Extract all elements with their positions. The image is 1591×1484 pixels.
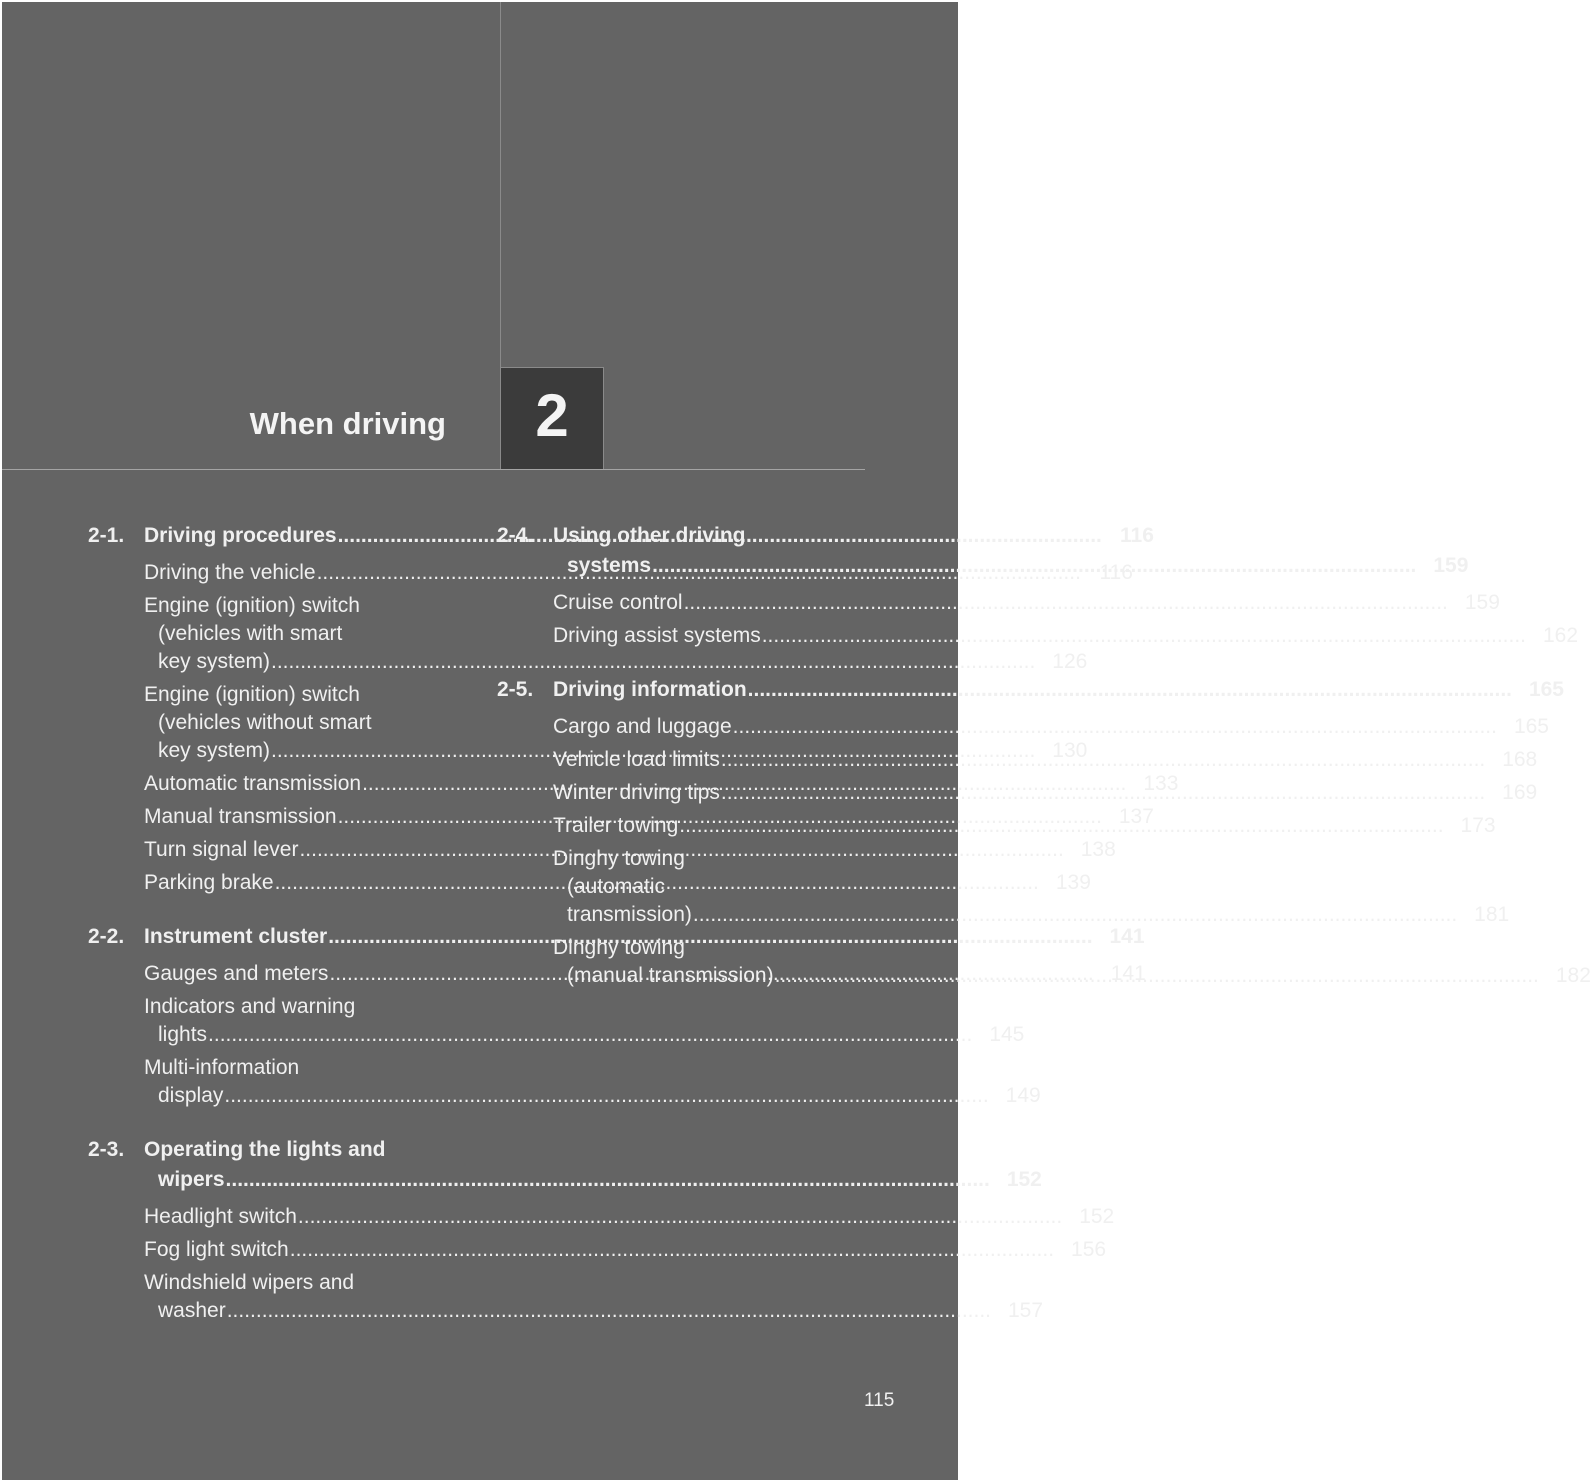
toc-page-number: 162 [1542,624,1579,647]
toc-entry-text: Trailer towing [553,814,679,837]
dot-leader [225,1165,990,1195]
toc-entry-line [144,1082,1041,1110]
toc-page-number: 145 [989,1023,1025,1046]
toc-entry-text: systems [567,554,652,577]
toc-entry-text: transmission) [567,903,692,926]
toc-entry-text: Manual transmission [144,805,337,828]
toc-entry-text: (vehicles without smart [158,711,372,734]
toc-page-number: 156 [1071,1238,1107,1261]
page-number: 115 [864,1390,895,1411]
dot-leader [761,622,1526,650]
dot-leader [289,1236,1054,1264]
toc-section-number: 2-2. [88,925,125,948]
toc-page-number: 173 [1460,814,1496,837]
toc-section-number: 2-3. [88,1138,125,1161]
toc-page-number: 141 [1109,925,1145,948]
toc-item[interactable] [144,1203,1115,1231]
toc-page-number: 130 [1052,739,1088,762]
toc-page-number: 152 [1079,1205,1115,1228]
toc-item[interactable] [144,1269,1044,1325]
toc-entry-line-wrap [553,934,868,962]
toc-entry-text: Driving information [553,678,747,701]
toc-section-heading[interactable] [497,675,1564,705]
toc-page-number: 138 [1080,838,1116,861]
toc-entry-line-wrap [144,620,459,648]
toc-section-heading[interactable] [88,1135,1042,1195]
toc-item[interactable] [144,1054,1041,1110]
chapter-number-box [500,367,604,469]
toc-entry-text: Instrument cluster [144,925,328,948]
toc-section-title [144,1135,1042,1195]
toc-page-number: 182 [1555,964,1591,987]
dot-leader [747,675,1512,705]
dot-leader [223,1082,988,1110]
toc-entry-text: (vehicles with smart [158,622,343,645]
dot-leader [732,713,1497,741]
toc-entry-line-wrap [144,993,459,1021]
dot-leader [651,551,1416,581]
toc-entry-line [144,1165,1042,1195]
toc-section-title [553,521,1468,581]
toc-page-number: 165 [1513,715,1549,738]
toc-entry-text: Driving procedures [144,524,337,547]
toc-entry-line [144,1203,1115,1231]
toc-item[interactable] [553,589,1500,617]
toc-entry-text: Cruise control [553,591,683,614]
toc-entry-line-wrap [144,1269,459,1297]
toc-page-number: 141 [1110,962,1146,985]
dot-leader [692,901,1457,929]
chapter-title: When driving [249,406,446,441]
dot-leader [683,589,1448,617]
toc-section-number: 2-4. [497,524,534,547]
toc-entry-line [144,1236,1107,1264]
manual-page [2,2,1591,1480]
toc-page-number: 126 [1052,650,1088,673]
toc-page-number: 157 [1007,1299,1044,1322]
toc-entry-text: Driving assist systems [553,624,761,647]
toc-entry-text: Winter driving tips [553,781,720,804]
toc-section-title [553,675,1564,705]
chapter-number: 2 [535,382,569,449]
toc-entry-text: Engine (ignition) switch [144,683,360,706]
toc-page-number: 168 [1502,748,1538,771]
toc-page-number: 116 [1099,561,1133,584]
toc-item[interactable] [553,713,1549,741]
toc-entry-line-wrap [144,709,459,737]
toc-entry-line [553,589,1500,617]
toc-entry-text: Fog light switch [144,1238,289,1261]
toc-section-number: 2-5. [497,678,534,701]
toc-entry-text: Multi-information [144,1056,300,1079]
toc-page-number: 137 [1118,805,1154,828]
header-horizontal-rule [2,469,865,470]
toc-section-number: 2-1. [88,524,125,547]
toc-section [88,1135,1115,1325]
header-vertical-rule [500,2,501,368]
toc-entry-line [144,1021,1025,1049]
toc-entry-line-wrap [144,592,459,620]
toc-entry-line-wrap [553,873,868,901]
toc-entry-text: (automatic [567,875,666,898]
toc-entry-text: Vehicle load limits [553,748,720,771]
dot-leader [297,1203,1062,1231]
toc-entry-text: lights [158,1023,208,1046]
dot-leader [678,812,1443,840]
toc-entry-text: Using other driving [553,524,746,547]
toc-entry-line-wrap [553,521,1468,551]
toc-entry-text: Turn signal lever [144,838,299,861]
toc-entry-text: Driving the vehicle [144,561,316,584]
toc-entry-text: Dinghy towing [553,936,685,959]
dot-leader [207,1021,972,1049]
toc-item[interactable] [144,1236,1107,1264]
toc-page-number: 152 [1006,1168,1042,1191]
toc-page-number: 159 [1433,554,1469,577]
toc-page-number: 169 [1502,781,1538,804]
toc-entry-line-wrap [144,1135,1042,1165]
toc-entry-text: Parking brake [144,871,274,894]
toc-entry-text: Operating the lights and [144,1138,386,1161]
dot-leader [774,962,1539,990]
toc-entry-text: Automatic transmission [144,772,362,795]
toc-entry-text: Gauges and meters [144,962,329,985]
toc-entry-text: wipers [158,1168,225,1191]
toc-page-number: 149 [1005,1084,1041,1107]
toc-entry-line-wrap [144,681,459,709]
toc-entry-text: key system) [158,650,271,673]
toc-entry-line [553,551,1468,581]
dot-leader [720,746,1485,774]
toc-entry-text: Engine (ignition) switch [144,594,360,617]
toc-entry-text: (manual transmission) [567,964,774,987]
toc-entry-line-wrap [553,845,868,873]
toc-item[interactable] [144,993,1025,1049]
toc-page-number: 181 [1474,903,1510,926]
toc-page-number: 159 [1464,591,1500,614]
toc-entry-line [553,622,1579,650]
toc-entry-line [553,901,1510,929]
toc-entry-line-wrap [144,1054,459,1082]
dot-leader [226,1297,991,1325]
toc-entry-line [553,713,1549,741]
toc-page-number: 116 [1120,524,1154,547]
toc-entry-text: Headlight switch [144,1205,297,1228]
toc-entry-line [553,675,1564,705]
toc-entry-line [144,1297,1044,1325]
toc-entry-text: Dinghy towing [553,847,685,870]
toc-entry-text: display [158,1084,224,1107]
toc-page-number: 165 [1528,678,1564,701]
toc-item[interactable] [553,622,1579,650]
toc-entry-text: washer [158,1299,226,1322]
dot-leader [720,779,1485,807]
toc-entry-line [144,648,1088,676]
toc-page-number: 133 [1143,772,1179,795]
toc-entry-text: key system) [158,739,271,762]
toc-page-number: 139 [1055,871,1091,894]
toc-entry-text: Windshield wipers and [144,1271,355,1294]
toc-entry-text: Indicators and warning [144,995,356,1018]
toc-entry-text: Cargo and luggage [553,715,732,738]
